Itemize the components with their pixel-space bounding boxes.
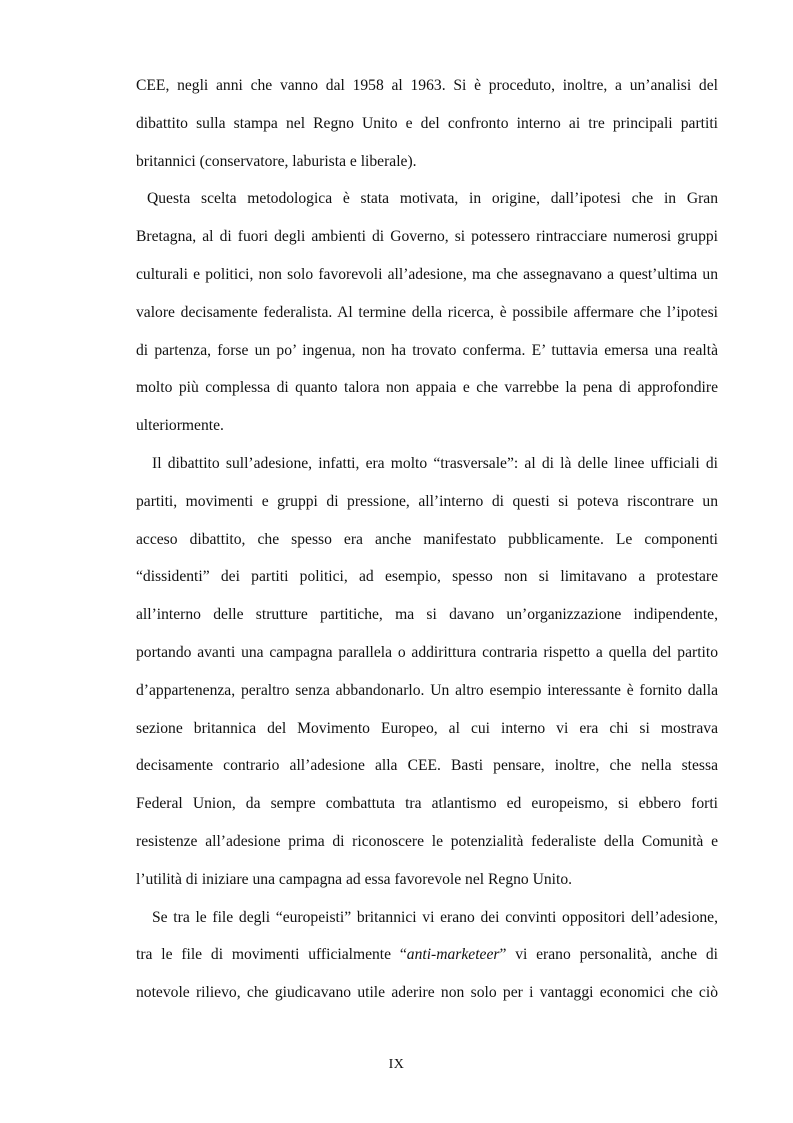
text-line: britannici (conservatore, laburista e liberale).: [136, 152, 417, 170]
text-line: notevole rilievo, che giudicavano utile aderire non solo per i vantaggi economici che ciò: [136, 984, 718, 1002]
text-line: Federal Union, da sempre combattuta tra atlantismo ed europeismo, si ebbero forti: [136, 795, 718, 813]
paragraph-4: [136, 903, 718, 1016]
text-line: partiti, movimenti e gruppi di pressione, all’interno di questi si poteva riscontrare un: [136, 492, 718, 510]
text-line: l’utilità di iniziare una campagna ad essa favorevole nel Regno Unito.: [136, 870, 573, 888]
text-line: dibattito sulla stampa nel Regno Unito e del confronto interno ai tre principali partiti: [136, 114, 718, 132]
text-line: portando avanti una campagna parallela o addirittura contraria rispetto a quella del partito: [136, 643, 718, 661]
text-line: Bretagna, al di fuori degli ambienti di Governo, si potessero rintracciare numerosi gruppi: [136, 228, 718, 246]
text-line: Questa scelta metodologica è stata motivata, in origine, dall’ipotesi che in Gran: [147, 190, 718, 208]
page-number: IX: [388, 1057, 405, 1072]
text-line: molto più complessa di quanto talora non appaia e che varrebbe la pena di approfondire: [136, 379, 718, 397]
text-line: resistenze all’adesione prima di riconoscere le potenzialità federaliste della Comunità e: [136, 832, 718, 850]
text-line: acceso dibattito, che spesso era anche manifestato pubblicamente. Le componenti: [136, 530, 718, 548]
text-line: sezione britannica del Movimento Europeo, al cui interno vi era chi si mostrava: [136, 719, 718, 737]
text-line: decisamente contrario all’adesione alla CEE. Basti pensare, inoltre, che nella stessa: [136, 757, 718, 775]
text-run: tra le file di movimenti ufficialmente “: [136, 946, 407, 964]
text-line: CEE, negli anni che vanno dal 1958 al 1963. Si è proceduto, inoltre, a un’analisi del: [136, 77, 718, 94]
text-line: all’interno delle strutture partitiche, ma si davano un’organizzazione indipendente,: [136, 606, 718, 624]
text-run: ” vi erano personalità, anche di: [499, 946, 718, 964]
text-line: Se tra le file degli “europeisti” britannici vi erano dei convinti oppositori dell’adesione,: [152, 908, 718, 926]
text-line: d’appartenenza, peraltro senza abbandonarlo. Un altro esempio interessante è fornito dalla: [136, 681, 718, 699]
paragraph-1: [136, 71, 718, 184]
text-line-mixed: [136, 940, 718, 978]
italic-term: anti-marketeer: [406, 946, 500, 964]
paragraph-2: [136, 184, 718, 449]
text-line: di partenza, forse un po’ ingenua, non ha trovato conferma. E’ tuttavia emersa una realtà: [136, 341, 718, 359]
paragraph-3: [136, 449, 718, 903]
text-line: valore decisamente federalista. Al termine della ricerca, è possibile affermare che l’ipotesi: [136, 303, 718, 321]
text-line: Il dibattito sull’adesione, infatti, era molto “trasversale”: al di là delle linee ufficiali di: [152, 454, 718, 472]
body-text: [136, 71, 718, 1016]
text-line: “dissidenti” dei partiti politici, ad esempio, spesso non si limitavano a protestare: [136, 568, 718, 586]
text-line: culturali e politici, non solo favorevoli all’adesione, ma che assegnavano a quest’ultima un: [136, 265, 718, 283]
text-line: ulteriormente.: [136, 417, 224, 435]
